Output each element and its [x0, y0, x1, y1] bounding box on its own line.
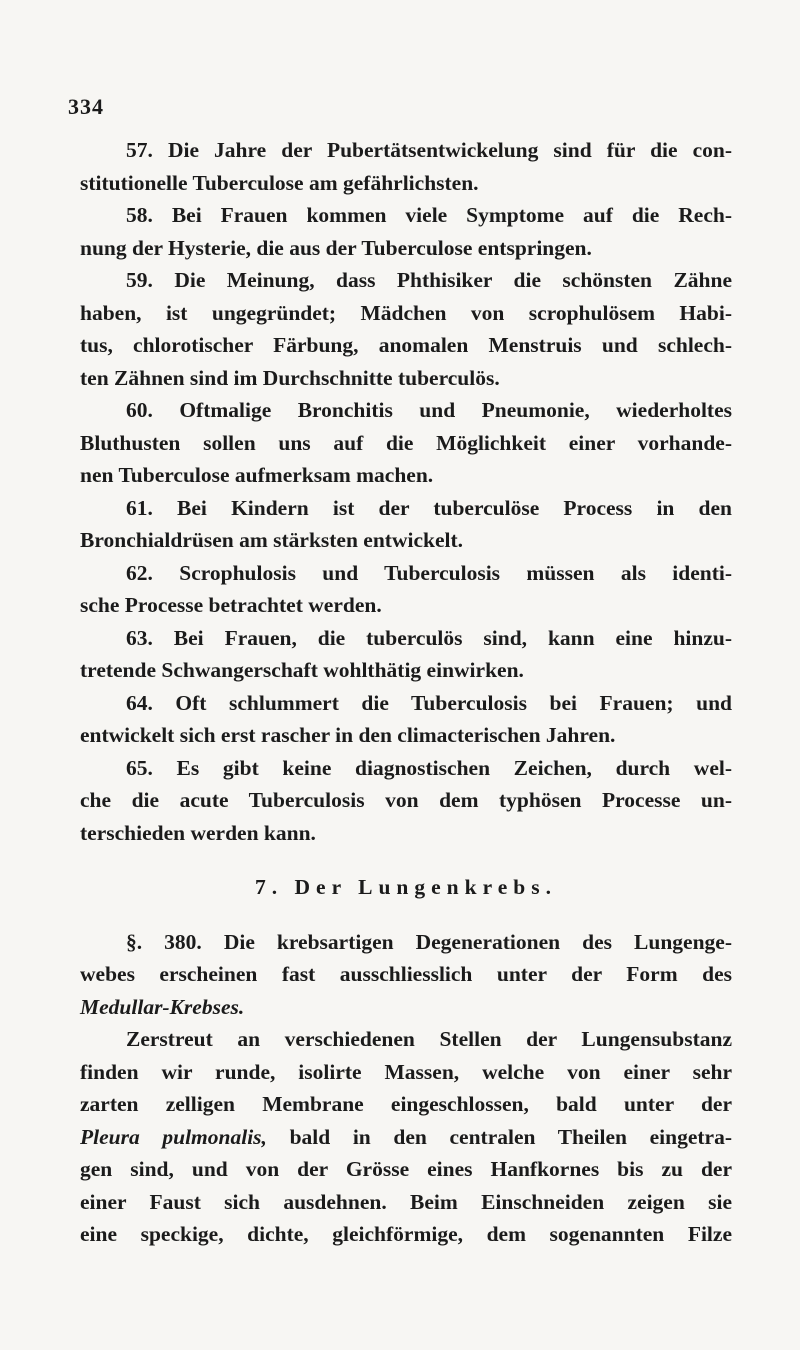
item-number: 61. [126, 495, 153, 520]
item-text: Bronchialdrüsen am stärksten entwickelt. [80, 528, 464, 552]
item-65-line [80, 817, 732, 850]
item-63-line [80, 654, 732, 687]
text: eine speckige, dichte, gleichförmige, dem sogenannten Filze [80, 1222, 732, 1246]
text: einer Faust sich ausdehnen. Beim Einschneiden zeigen sie [80, 1189, 732, 1214]
item-text: ten Zähnen sind im Durchschnitte tuberculös. [80, 365, 500, 390]
text: Zerstreut an verschiedenen Stellen der Lungensubstanz [126, 1027, 732, 1051]
item-number: 64. [126, 690, 153, 715]
item-text: terschieden werden kann. [80, 820, 316, 845]
item-text: Oftmalige Bronchitis und Pneumonie, wiederholtes [179, 398, 732, 422]
para-2-line [80, 1088, 732, 1121]
item-64-line [80, 687, 732, 720]
para-2-line [80, 1121, 732, 1154]
item-text: Bei Kindern ist der tuberculöse Process in den [177, 495, 732, 520]
item-62-line [80, 589, 732, 622]
item-65-line [80, 752, 732, 785]
text: finden wir runde, isolirte Massen, welche von einer sehr [80, 1059, 732, 1084]
page-number: 334 [68, 94, 104, 119]
text: Die krebsartigen Degenerationen des Lungenge- [223, 929, 733, 954]
italic-term: Pleura pulmonalis, [80, 1124, 267, 1149]
item-number: 63. [126, 625, 153, 650]
item-text: nung der Hysterie, die aus der Tuberculose entspringen. [80, 235, 592, 260]
item-60-line [80, 427, 732, 460]
item-text: sche Processe betrachtet werden. [80, 593, 382, 617]
item-number: 57. [126, 138, 153, 162]
para-2-line [80, 1023, 732, 1056]
item-number: 65. [126, 755, 153, 780]
item-text: Bluthusten sollen uns auf die Möglichkeit einer vorhande- [80, 430, 732, 455]
item-58-line [80, 232, 732, 265]
item-text: Die Meinung, dass Phthisiker die schönsten Zähne [174, 268, 732, 292]
item-text: Bei Frauen kommen viele Symptome auf die Rech- [171, 203, 732, 227]
section-heading: 7. Der Lungenkrebs. [255, 875, 557, 899]
text: gen sind, und von der Grösse eines Hanfkornes bis zu der [80, 1157, 732, 1181]
paragraph-label: §. 380. [126, 929, 202, 954]
item-number: 62. [126, 560, 153, 585]
para-2-line [80, 1218, 732, 1251]
item-59-line [80, 329, 732, 362]
item-text: entwickelt sich erst rascher in den climacterischen Jahren. [80, 723, 616, 747]
item-text: tretende Schwangerschaft wohlthätig einwirken. [80, 658, 524, 682]
item-59-line [80, 362, 732, 395]
item-58-line [80, 199, 732, 232]
item-57-line [80, 134, 732, 167]
item-59-line [80, 264, 732, 297]
para-380-line [80, 958, 732, 991]
item-62-line [80, 557, 732, 590]
item-text: Die Jahre der Pubertätsentwickelung sind für die con- [167, 138, 733, 162]
para-380-line [80, 926, 732, 959]
item-number: 60. [126, 398, 153, 422]
item-59-line [80, 297, 732, 330]
item-number: 58. [126, 203, 153, 227]
item-number: 59. [126, 268, 153, 292]
item-57-line [80, 167, 732, 200]
text: bald in den centralen Theilen eingetra- [289, 1124, 733, 1149]
page-body [80, 134, 732, 1251]
item-text: Es gibt keine diagnostischen Zeichen, durch wel- [176, 755, 732, 780]
para-2-line [80, 1186, 732, 1219]
item-61-line [80, 492, 732, 525]
item-text: haben, ist ungegründet; Mädchen von scrophulösem Habi- [80, 300, 732, 325]
para-2-line [80, 1056, 732, 1089]
italic-term: Medullar-Krebses. [80, 994, 245, 1019]
item-63-line [80, 622, 732, 655]
item-65-line [80, 784, 732, 817]
item-64-line [80, 719, 732, 752]
text: webes erscheinen fast ausschliesslich unter der Form des [80, 962, 732, 986]
text: zarten zelligen Membrane eingeschlossen, bald unter der [80, 1092, 732, 1116]
item-text: tus, chlorotischer Färbung, anomalen Menstruis und schlech- [80, 333, 732, 357]
para-380-line [80, 991, 732, 1024]
item-60-line [80, 459, 732, 492]
item-60-line [80, 394, 732, 427]
item-text: Oft schlummert die Tuberculosis bei Frauen; und [175, 690, 732, 715]
item-text: stitutionelle Tuberculose am gefährlichsten. [80, 170, 479, 195]
item-61-line [80, 524, 732, 557]
item-text: che die acute Tuberculosis von dem typhösen Processe un- [80, 788, 732, 812]
item-text: Scrophulosis und Tuberculosis müssen als identi- [179, 560, 733, 585]
para-2-line [80, 1153, 732, 1186]
item-text: nen Tuberculose aufmerksam machen. [80, 463, 434, 487]
item-text: Bei Frauen, die tuberculös sind, kann eine hinzu- [173, 625, 733, 650]
